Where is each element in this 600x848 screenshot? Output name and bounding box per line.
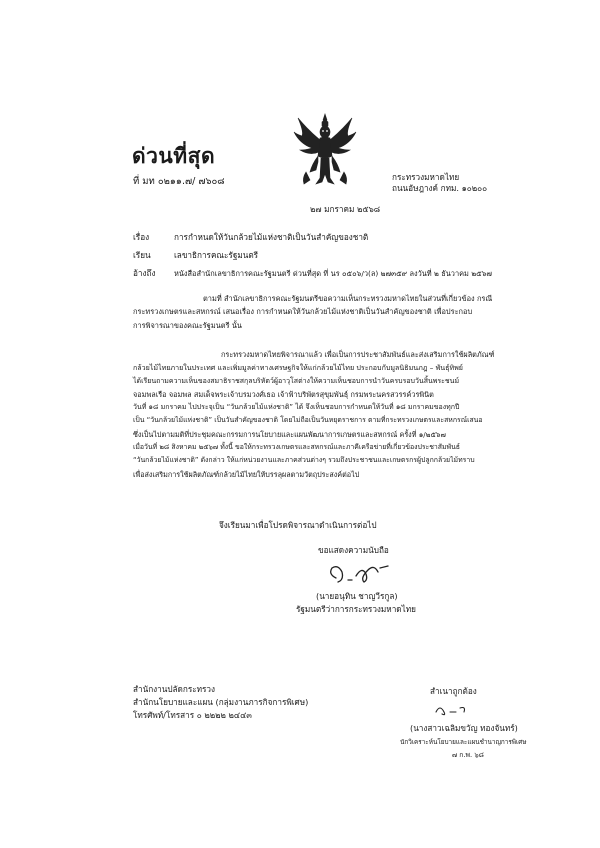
recipient-text: เลขาธิการคณะรัฐมนตรี: [174, 250, 259, 260]
paragraph-2: [133, 348, 495, 481]
reference-text: หนังสือสำนักเลขาธิการคณะรัฐมนตรี ด่วนที่สุด ที่ นร ๐๕๐๖/ว(ล) ๒๗๓๕๙ ลงวันที่ ๒ ธันวาคม ๒๕๖๗: [174, 269, 492, 278]
certifier-signature: [432, 702, 472, 718]
paragraph-2-line: เพื่อส่งเสริมการใช้ผลิตภัณฑ์กล้วยไม้ไทยให้บรรลุผลตามวัตถุประสงค์ต่อไป: [133, 469, 360, 479]
minister-signature: [318, 558, 398, 588]
paragraph-2-line: เมื่อวันที่ ๒๘ สิงหาคม ๒๕๖๗ ทั้งนี้ ขอให้กระทรวงเกษตรและสหกรณ์และภาคีเครือข่ายที่เกี่ยวข้องประชาสัมพันธ์: [133, 443, 460, 452]
certifier-name: (นางสาวเฉลิมขวัญ ทองจันทร์): [410, 723, 518, 733]
paragraph-2-line: ได้เรียนถามความเห็นของสมาธิราชสกุลบริหัตว์ผู้อาวุโสต่างให้ความเห็นชอบการนำวันครบรอบวันสิ้นพระชนม์: [133, 376, 460, 385]
organization-address: ถนนอัษฎางค์ กทม. ๑๐๒๐๐: [392, 183, 488, 193]
regards-text: ขอแสดงความนับถือ: [318, 545, 389, 555]
subject-text: การกำหนดให้วันกล้วยไม้แห่งชาติเป็นวันสำคัญของชาติ: [174, 232, 369, 242]
paragraph-2-line: จอมพลเรือ จอมพล สมเด็จพระเจ้าบรมวงศ์เธอ เจ้าฟ้าบริพัตรสุขุมพันธุ์ กรมพระนครสวรรค์วรพินิต: [133, 389, 434, 399]
subject-label: เรื่อง: [133, 232, 150, 242]
footer-division: สำนักนโยบายและแผน (กลุ่มงานภารกิจการพิเศษ): [133, 697, 309, 707]
paragraph-2-line: “วันกล้วยไม้แห่งชาติ” ดังกล่าว ให้แก่หน่วยงานและภาคส่วนต่างๆ รวมถึงประชาชนและเกษตรกรผู้ปลูกกล้วยไม้ทราบ: [133, 456, 475, 465]
urgency-heading: ด่วนที่สุด: [132, 144, 216, 168]
certifier-position: นักวิเคราะห์นโยบายและแผนชำนาญการพิเศษ: [400, 738, 527, 746]
paragraph-2-line: เป็น “วันกล้วยไม้แห่งชาติ” เป็นวันสำคัญของชาติ โดยไม่ถือเป็นวันหยุดราชการ ตามที่กระทรวงเกษตรและสหกรณ์เสนอ: [133, 416, 483, 425]
paragraph-2-line: กระทรวงมหาดไทยพิจารณาแล้ว เพื่อเป็นการประชาสัมพันธ์และส่งเสริมการใช้ผลิตภัณฑ์: [221, 350, 495, 359]
footer-phone: โทรศัพท์/โทรสาร ๐ ๒๒๒๒ ๒๔๔๓: [133, 710, 252, 720]
footer-office: สำนักงานปลัดกระทรวง: [133, 684, 216, 694]
organization-name: กระทรวงมหาดไทย: [392, 172, 460, 182]
paragraph-2-line: กล้วยไม้ไทยภายในประเทศ และเพิ่มมูลค่าทางเศรษฐกิจให้แก่กล้วยไม้ไทย ประกอบกับมูลนิธิมนภฎ – พันธุ์ทิพย์: [133, 363, 463, 373]
closing-sentence: จึงเรียนมาเพื่อโปรดพิจารณาดำเนินการต่อไป: [219, 520, 377, 530]
minister-name: (นายอนุทิน ชาญวีรกูล): [316, 591, 398, 601]
certifier-date: ๗ ก.พ. ๖๘: [452, 751, 484, 759]
certified-copy-label: สำเนาถูกต้อง: [430, 686, 477, 696]
paragraph-1: [133, 292, 492, 332]
document-number: ที่ มท ๐๒๑๑.๗/ ๗๖๐๘: [133, 176, 225, 187]
reference-label: อ้างถึง: [133, 268, 156, 278]
document-date: ๒๗ มกราคม ๒๕๖๘: [310, 204, 381, 214]
paragraph-1-line: กระทรวงเกษตรและสหกรณ์ เสนอเรื่อง การกำหนดให้วันกล้วยไม้แห่งชาติเป็นวันสำคัญของชาติ เพื่อประกอบ: [133, 307, 473, 317]
paragraph-2-line: ซึ่งเป็นไปตามมติที่ประชุมคณะกรรมการนโยบายและแผนพัฒนาการเกษตรและสหกรณ์ ครั้งที่ ๑/๒๕๖๗: [133, 429, 446, 439]
paragraph-1-line: การพิจารณาของคณะรัฐมนตรี นั้น: [133, 320, 242, 330]
garuda-emblem-icon: [292, 112, 358, 188]
recipient-label: เรียน: [133, 250, 151, 260]
minister-position: รัฐมนตรีว่าการกระทรวงมหาดไทย: [296, 604, 416, 614]
paragraph-1-line: ตามที่ สำนักเลขาธิการคณะรัฐมนตรีขอความเห็นกระทรวงมหาดไทยในส่วนที่เกี่ยวข้อง กรณี: [203, 294, 493, 303]
paragraph-2-line: วันที่ ๑๘ มกราคม ไปประจุเป็น “วันกล้วยไม้แห่งชาติ” ได้ จึงเห็นชอบการกำหนดให้วันที่ ๑๘ มกราคมของทุกปี: [133, 403, 460, 412]
